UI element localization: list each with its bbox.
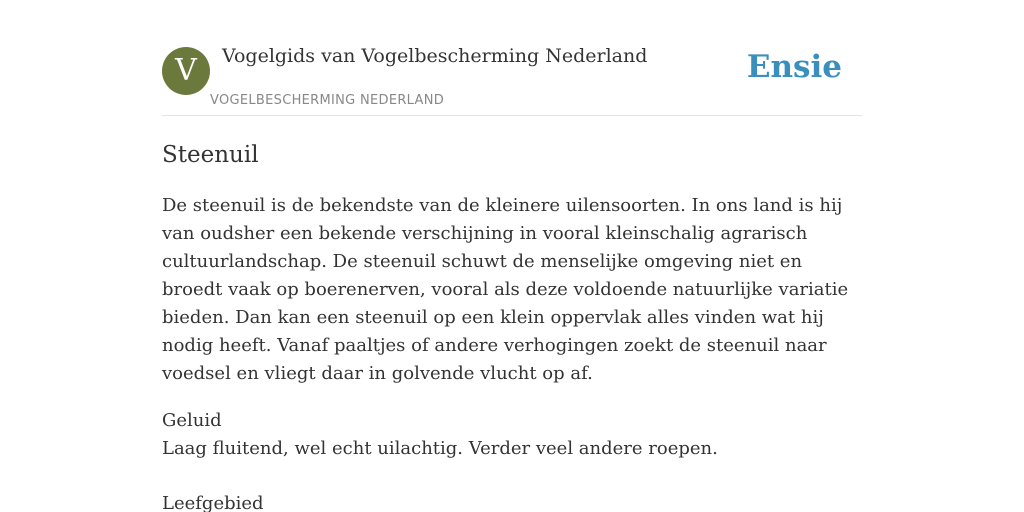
source-avatar[interactable]: V [162, 47, 210, 95]
sound-heading: Geluid [162, 410, 222, 431]
habitat-section [162, 490, 862, 512]
source-header [162, 0, 862, 116]
entry-title: Steenuil [162, 142, 259, 168]
sound-section [162, 407, 862, 463]
entry-description: De steenuil is de bekendste van de kleinere uilensoorten. In ons land is hij van oudsher een bekende verschijning in vooral kleinschalig agrarisch cultuurlandschap. De steenuil schuwt de menselijke omgeving niet en broedt vaak op boerenerven, vooral als deze voldoende natuurlijke variatie bieden. Dan kan een steenuil op een klein oppervlak alles vinden wat hij nodig heeft. Vanaf paaltjes of andere verhogingen zoekt de steenuil naar voedsel en vliegt daar in golvende vlucht op af. [162, 195, 849, 384]
source-organization[interactable]: VOGELBESCHERMING NEDERLAND [210, 93, 445, 108]
sound-text: Laag fluitend, wel echt uilachtig. Verder veel andere roepen. [162, 438, 718, 459]
content-container [162, 0, 862, 512]
source-title[interactable]: Vogelgids van Vogelbescherming Nederland [222, 45, 648, 67]
ensie-logo-link[interactable]: Ensie [746, 49, 842, 85]
habitat-heading: Leefgebied [162, 493, 264, 512]
